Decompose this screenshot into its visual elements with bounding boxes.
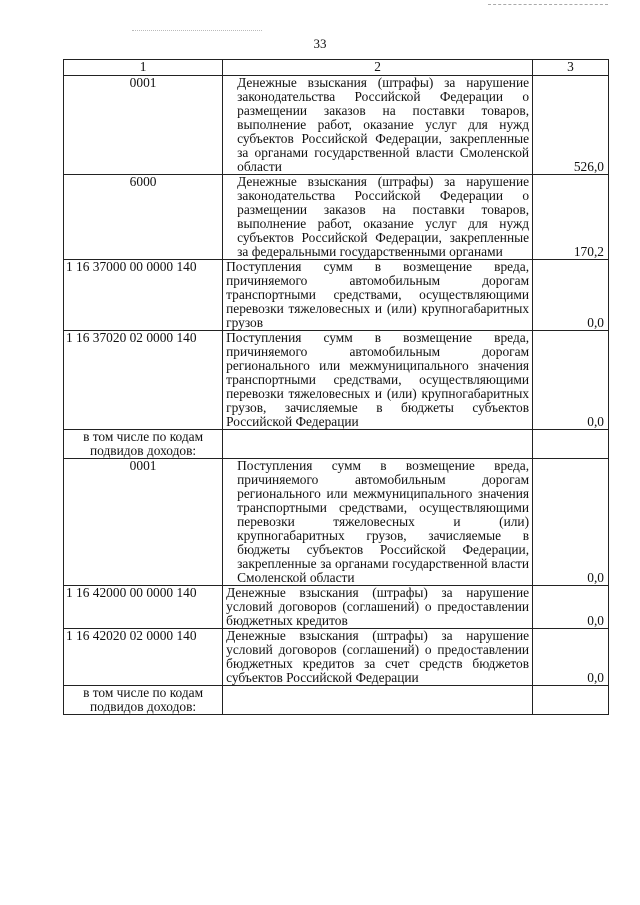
revenue-amount: 526,0: [533, 76, 609, 175]
table-row: [64, 76, 609, 175]
revenue-amount: 170,2: [533, 175, 609, 260]
revenue-description: Денежные взыскания (штрафы) за нарушение условий договоров (соглашений) о предоставлении бюджетных кредитов: [223, 586, 533, 629]
revenue-description: Поступления сумм в возмещение вреда, причиняемого автомобильным дорогам регионального или межмуниципального значения транспортными средствами, осуществляющими перевозки тяжеловесных и (или) крупногабаритных грузов, зачисляемые в бюджеты субъектов Российской Федерации: [223, 331, 533, 430]
revenue-description: Денежные взыскания (штрафы) за нарушение законодательства Российской Федерации о размещении заказов на поставки товаров, выполнение работ, оказание услуг для нужд субъектов Российской Федерации, закрепленные за федеральными государственными органами: [223, 175, 533, 260]
empty-cell: [533, 430, 609, 459]
subheader-label: в том числе по кодам подвидов доходов:: [64, 430, 223, 459]
header-col-1: 1: [64, 60, 223, 76]
header-col-2: 2: [223, 60, 533, 76]
revenue-amount: 0,0: [533, 260, 609, 331]
revenue-amount: 0,0: [533, 586, 609, 629]
revenue-amount: 0,0: [533, 459, 609, 586]
scan-artifact: [132, 30, 262, 32]
table-row: [64, 586, 609, 629]
page-number: 33: [313, 36, 327, 51]
subheader-row: [64, 430, 609, 459]
table-row: [64, 260, 609, 331]
revenue-code: 1 16 37020 02 0000 140: [64, 331, 223, 430]
table-row: [64, 629, 609, 686]
table-row: [64, 331, 609, 430]
header-col-3: 3: [533, 60, 609, 76]
revenue-table: [63, 59, 609, 715]
table-row: [64, 459, 609, 586]
empty-cell: [533, 686, 609, 715]
revenue-description: Денежные взыскания (штрафы) за нарушение условий договоров (соглашений) о предоставлении бюджетных кредитов за счет средств бюджетов субъектов Российской Федерации: [223, 629, 533, 686]
revenue-amount: 0,0: [533, 331, 609, 430]
table-row: [64, 175, 609, 260]
subheader-row: [64, 686, 609, 715]
revenue-code: 0001: [64, 459, 223, 586]
subheader-label: в том числе по кодам подвидов доходов:: [64, 686, 223, 715]
empty-cell: [223, 686, 533, 715]
empty-cell: [223, 430, 533, 459]
revenue-description: Денежные взыскания (штрафы) за нарушение законодательства Российской Федерации о размещении заказов на поставки товаров, выполнение работ, оказание услуг для нужд субъектов Российской Федерации, закрепленные за органами государственной власти Смоленской области: [223, 76, 533, 175]
revenue-code: 1 16 37000 00 0000 140: [64, 260, 223, 331]
revenue-amount: 0,0: [533, 629, 609, 686]
revenue-description: Поступления сумм в возмещение вреда, причиняемого автомобильным дорогам транспортными средствами, осуществляющими перевозки тяжеловесных и (или) крупногабаритных грузов: [223, 260, 533, 331]
revenue-description: Поступления сумм в возмещение вреда, причиняемого автомобильным дорогам регионального или межмуниципального значения транспортными средствами, осуществляющими перевозки тяжеловесных и (или) крупногабаритных грузов, зачисляемые в бюджеты субъектов Российской Федерации, закрепленные за органами государственной власти Смоленской области: [223, 459, 533, 586]
table-header-row: [64, 60, 609, 76]
revenue-code: 1 16 42020 02 0000 140: [64, 629, 223, 686]
revenue-code: 1 16 42000 00 0000 140: [64, 586, 223, 629]
scan-artifact: [488, 4, 608, 6]
revenue-code: 6000: [64, 175, 223, 260]
revenue-code: 0001: [64, 76, 223, 175]
